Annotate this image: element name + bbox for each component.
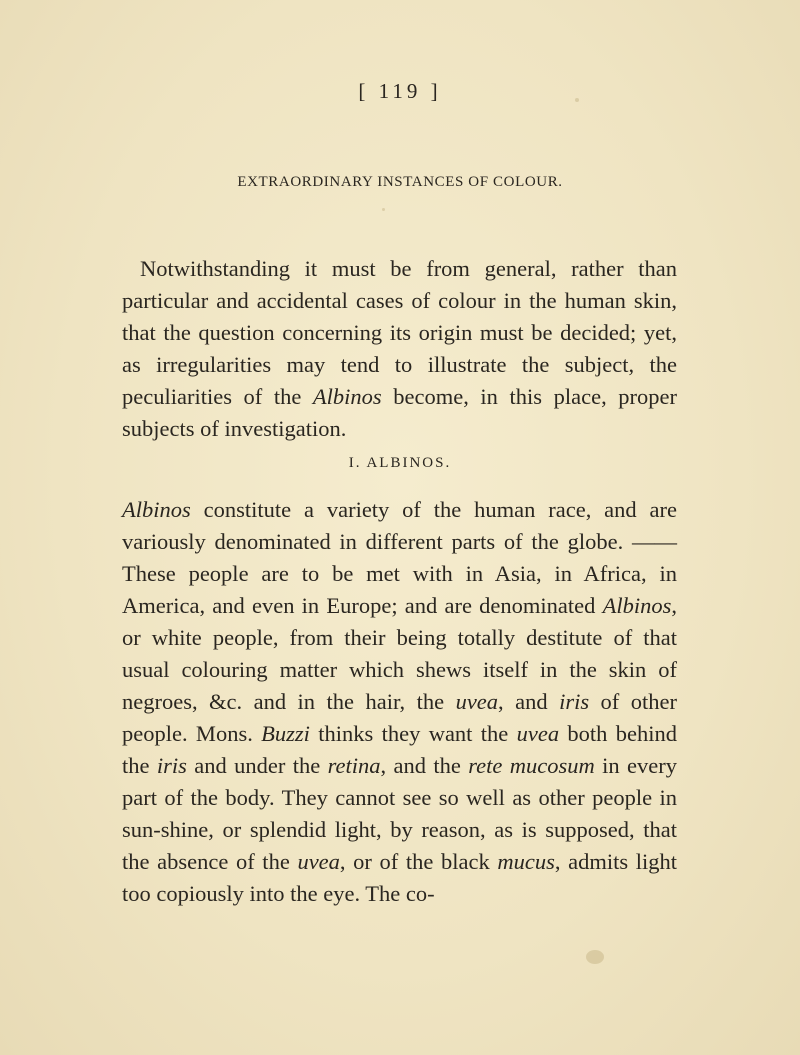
text-run: and under the <box>186 753 328 778</box>
text-run: constitute a variety of the human race, and are variously denominated in different parts of the globe. —— These people are to be met with in Asia, in Africa, in America, and even in Europe; and are denominated <box>122 497 677 618</box>
text-run: become, in this place, proper subjects of investigation. <box>122 384 677 441</box>
text-run: , or of the black <box>339 849 498 874</box>
italic-term: iris <box>559 689 590 714</box>
italic-term: mucus <box>497 849 555 874</box>
italic-term: Buzzi <box>261 721 310 746</box>
text-run: , and <box>498 689 560 714</box>
italic-term: retina <box>327 753 381 778</box>
italic-term: uvea <box>297 849 340 874</box>
text-run: Notwithstanding it must be from general, rather than particular and accidental cases of colour in the human skin, that the question concerning its origin must be decided; yet, as irregularities may tend to illustrate the subject, the peculiarities of the <box>122 256 677 409</box>
paper-speck <box>586 950 604 964</box>
italic-term: rete mucosum <box>468 753 595 778</box>
italic-term: iris <box>156 753 187 778</box>
text-run: , or white people, from their being totally destitute of that usual colouring matter which shews itself in the skin of negroes, &c. and in the hair, the <box>122 593 677 714</box>
page-number: [ 119 ] <box>358 79 442 103</box>
italic-term: Albinos <box>312 384 382 409</box>
italic-term: Albinos <box>602 593 672 618</box>
italic-term: uvea <box>516 721 560 746</box>
running-head: EXTRAORDINARY INSTANCES OF COLOUR. <box>237 174 563 190</box>
text-run: in every part of the body. They cannot see so well as other people in sun-shine, or splendid light, by reason, as is supposed, that the absence of the <box>122 753 677 874</box>
text-run: both behind the <box>122 721 677 778</box>
text-run: thinks they want the <box>309 721 517 746</box>
albinos-paragraph <box>122 494 677 910</box>
paper-speck <box>382 208 385 211</box>
intro-paragraph <box>122 253 677 445</box>
text-run: of other people. Mons. <box>122 689 677 746</box>
section-heading: I. ALBINOS. <box>348 455 452 471</box>
italic-term: Albinos <box>122 497 191 522</box>
text-run: , and the <box>380 753 469 778</box>
italic-term: uvea <box>455 689 499 714</box>
text-run: , admits light too copiously into the eye. The co- <box>122 849 678 906</box>
